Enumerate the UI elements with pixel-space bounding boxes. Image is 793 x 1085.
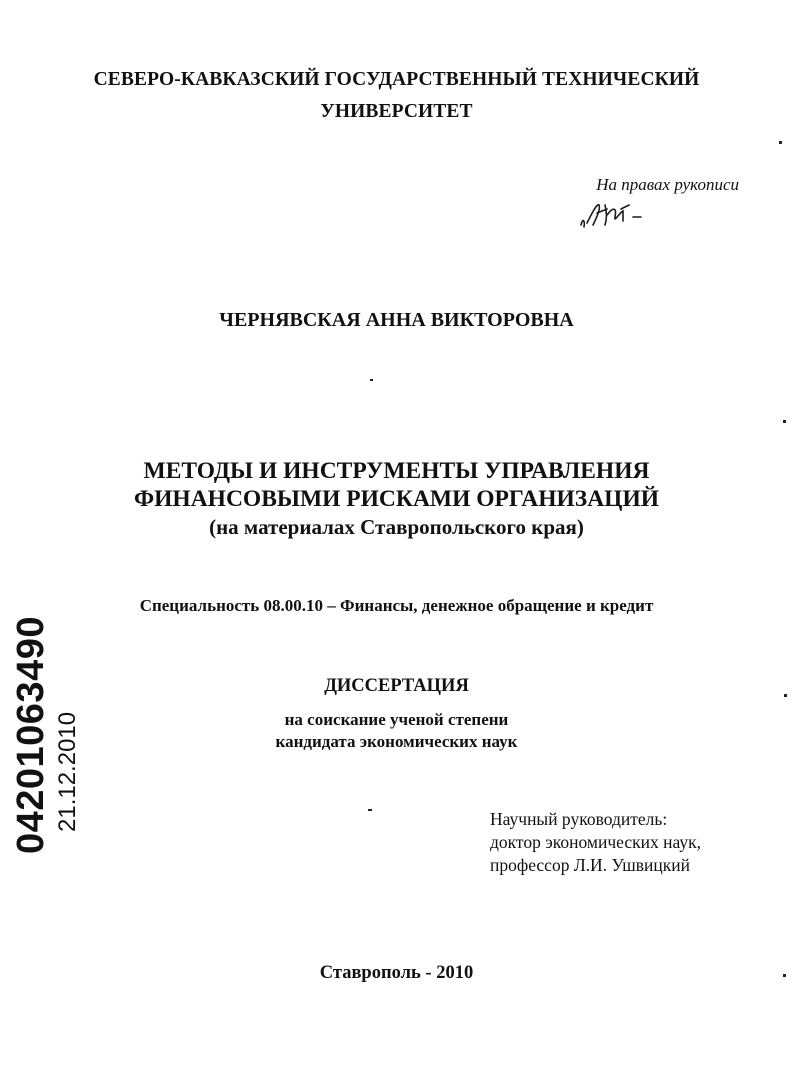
title-subtitle: (на материалах Ставропольского края) [209,515,584,539]
supervisor-block [490,808,750,877]
scan-mark [783,974,786,977]
university-name [0,64,793,128]
specialty-line: Специальность 08.00.10 – Финансы, денежное обращение и кредит [139,596,654,615]
document-type: ДИССЕРТАЦИЯ [324,676,469,696]
scan-mark [779,141,782,144]
supervisor-line-3: профессор Л.И. Ушвицкий [490,855,691,875]
dissertation-title [0,457,793,541]
author-name: ЧЕРНЯВСКАЯ АННА ВИКТОРОВНА [219,309,574,331]
supervisor-line-1: Научный руководитель: [490,809,668,829]
scan-mark [784,694,787,697]
scan-mark [783,420,786,423]
city-year: Ставрополь - 2010 [319,963,474,983]
degree-statement [0,709,793,753]
title-line-1: МЕТОДЫ И ИНСТРУМЕНТЫ УПРАВЛЕНИЯ [143,458,650,484]
title-line-2: ФИНАНСОВЫМИ РИСКАМИ ОРГАНИЗАЦИЙ [133,486,660,512]
university-line-1: СЕВЕРО-КАВКАЗСКИЙ ГОСУДАРСТВЕННЫЙ ТЕХНИЧЕСКИЙ [93,69,700,90]
degree-line-2: кандидата экономических наук [275,732,518,751]
stamp-date: 21.12.2010 [54,711,81,832]
degree-line-1: на соискание ученой степени [284,710,509,729]
manuscript-note: На правах рукописи [596,175,739,194]
scan-mark [370,379,373,381]
archive-stamp [8,616,81,854]
scan-mark [368,809,372,811]
university-line-2: УНИВЕРСИТЕТ [320,101,473,122]
signature-icon [577,195,657,235]
stamp-number: 04201063490 [10,616,52,854]
supervisor-line-2: доктор экономических наук, [490,832,701,852]
